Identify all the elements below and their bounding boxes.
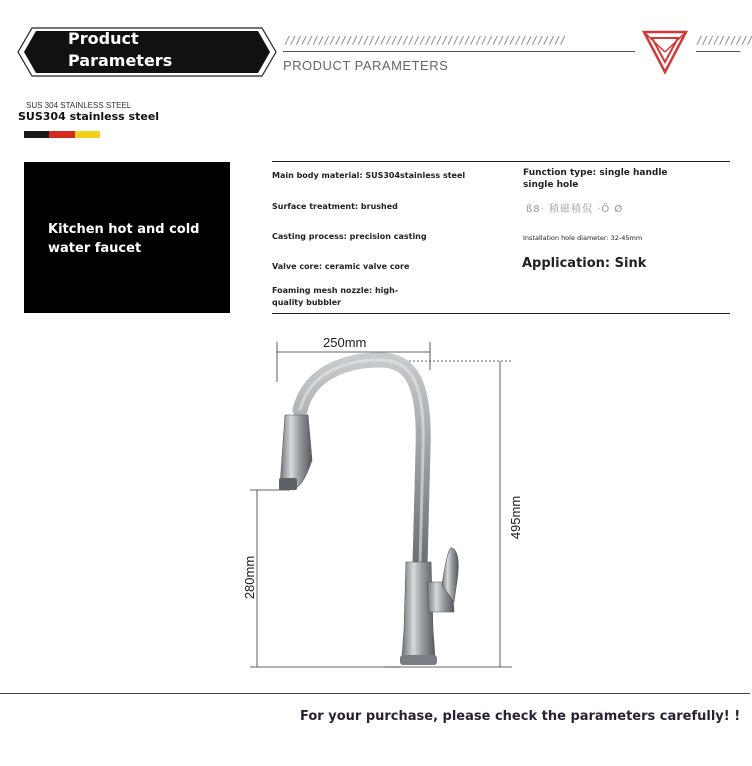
material-label: SUS304 stainless steel xyxy=(18,110,160,123)
spec-surface: Surface treatment: brushed xyxy=(272,202,398,211)
slash-decoration-left: ////////////////////////////////////////////////// xyxy=(284,34,566,47)
dimension-spout-height: 280mm xyxy=(242,555,258,600)
stripe-red xyxy=(49,131,74,138)
header-rule xyxy=(283,51,635,52)
brand-logo-icon xyxy=(642,28,688,74)
stripe-yellow xyxy=(75,131,100,138)
page-subtitle: PRODUCT PARAMETERS xyxy=(283,58,449,73)
banner-title-line2: Parameters xyxy=(68,51,173,70)
product-name: Kitchen hot and cold water faucet xyxy=(48,222,200,256)
product-name-box xyxy=(24,162,230,313)
spec-nozzle: Foaming mesh nozzle: high-quality bubbler xyxy=(272,286,399,307)
stripe-black xyxy=(24,131,49,138)
material-caption: SUS 304 STAINLESS STEEL xyxy=(26,101,132,110)
footer-rule xyxy=(0,693,750,694)
spec-blurred: ß8· 積磁積侃 ·Ö Ø xyxy=(526,204,624,215)
header-banner xyxy=(18,28,276,76)
spec-application: Application: Sink xyxy=(522,256,647,271)
banner-title-line1: Product xyxy=(68,29,139,48)
slash-decoration-right: ////////// xyxy=(696,34,752,47)
spec-main-body: Main body material: SUS304stainless steel xyxy=(272,171,466,180)
dimension-total-height: 495mm xyxy=(508,495,524,540)
faucet-drawing xyxy=(230,330,530,680)
spec-rule-bottom xyxy=(272,313,730,314)
spec-casting: Casting process: precision casting xyxy=(272,232,427,241)
spec-valve: Valve core: ceramic valve core xyxy=(272,262,410,271)
header-rule-right xyxy=(696,51,740,52)
footer-notice: For your purchase, please check the parameters carefully! ! xyxy=(300,709,741,724)
spec-rule-top xyxy=(272,161,730,162)
spec-hole: Installation hole diameter: 32-45mm xyxy=(523,234,643,242)
dimension-width: 250mm xyxy=(323,335,367,350)
spec-function: Function type: single handle single hole xyxy=(523,168,668,190)
banner-title xyxy=(68,28,172,72)
color-stripe xyxy=(24,131,100,138)
